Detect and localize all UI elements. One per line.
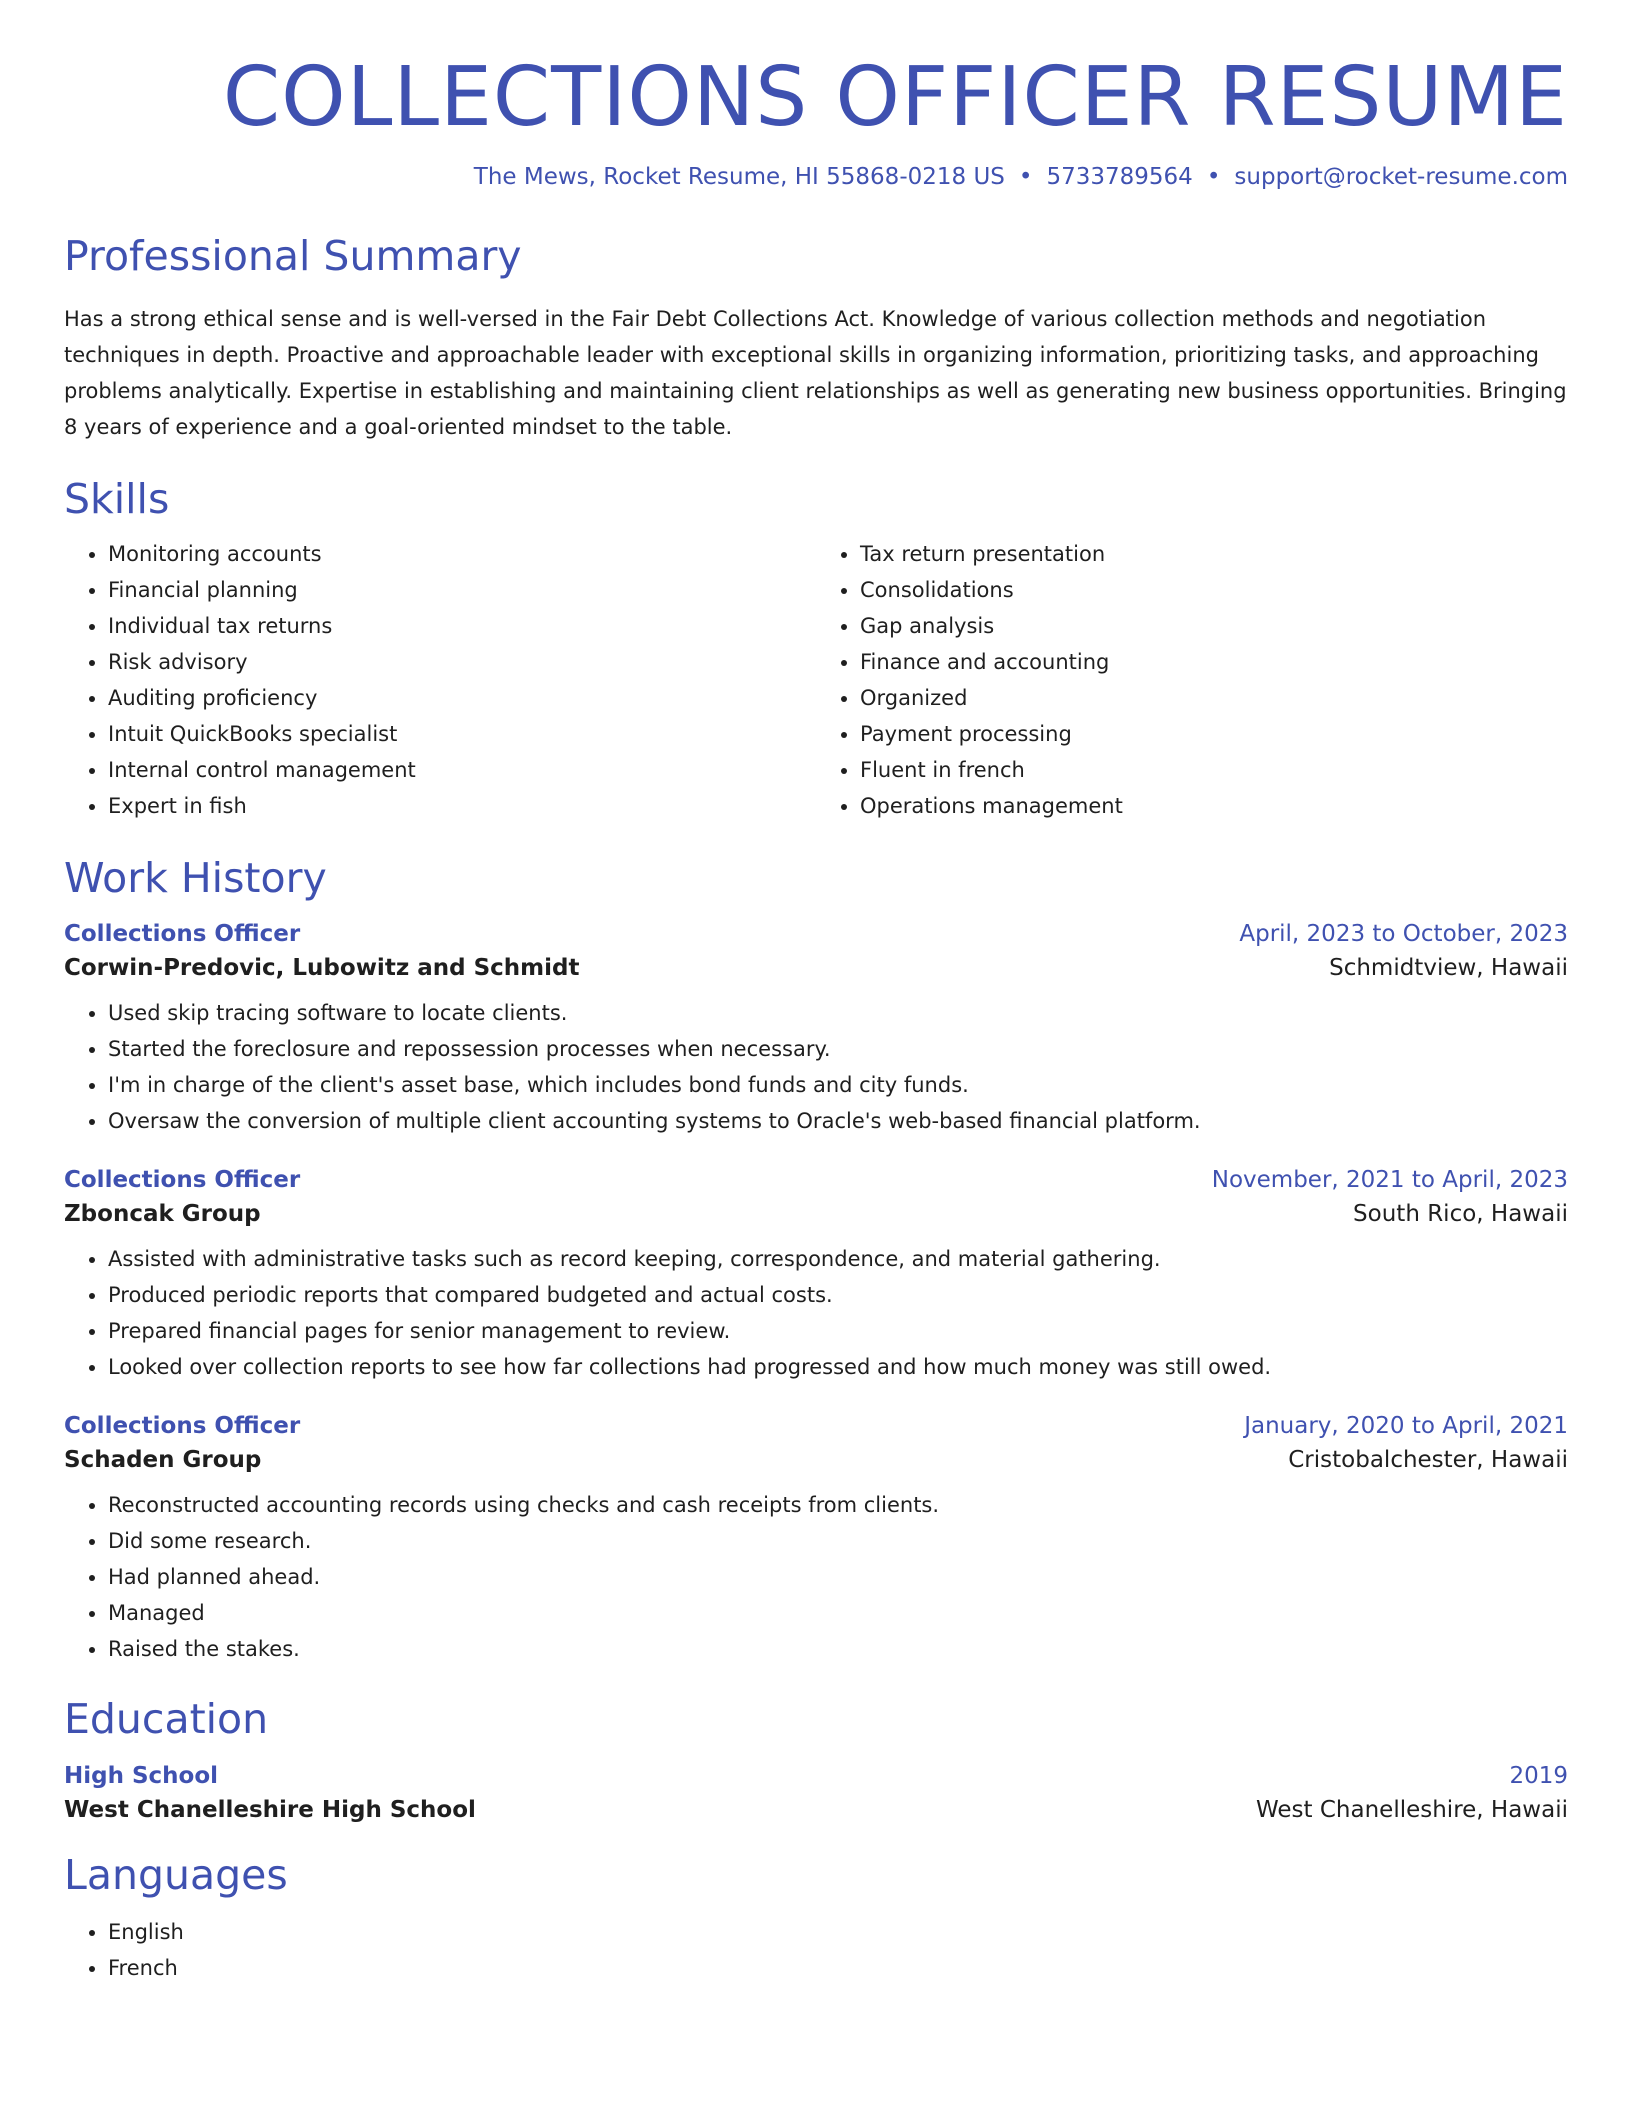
job-company: Zboncak Group xyxy=(64,1201,261,1228)
skills-list-right xyxy=(816,536,1568,824)
education-entry xyxy=(64,1763,1568,1823)
job-dates: January, 2020 to April, 2021 xyxy=(1244,1413,1568,1440)
skills-list-left xyxy=(64,536,816,824)
list-item: • English xyxy=(108,1914,1568,1950)
list-item: • I'm in charge of the client's asset base, which includes bond funds and city funds. xyxy=(108,1067,1568,1103)
education-degree: High School xyxy=(64,1762,219,1789)
list-item: • Internal control management xyxy=(108,752,816,788)
job-role: Collections Officer xyxy=(64,921,301,948)
separator-dot: • xyxy=(1206,163,1221,190)
list-item: • Managed xyxy=(108,1595,1568,1631)
list-item: • Used skip tracing software to locate clients. xyxy=(108,995,1568,1031)
list-item: • Assisted with administrative tasks such as record keeping, correspondence, and material gathering. xyxy=(108,1241,1568,1277)
list-item: • Individual tax returns xyxy=(108,608,816,644)
list-item: • Tax return presentation xyxy=(860,536,1568,572)
list-item: • Finance and accounting xyxy=(860,644,1568,680)
list-item: • Consolidations xyxy=(860,572,1568,608)
list-item: • Did some research. xyxy=(108,1523,1568,1559)
list-item: • Prepared financial pages for senior management to review. xyxy=(108,1313,1568,1349)
job-location: Schmidtview, Hawaii xyxy=(1329,955,1568,982)
list-item: • Raised the stakes. xyxy=(108,1631,1568,1667)
job-role: Collections Officer xyxy=(64,1167,301,1194)
list-item: • Gap analysis xyxy=(860,608,1568,644)
job-role: Collections Officer xyxy=(64,1413,301,1440)
list-item: • Looked over collection reports to see how far collections had progressed and how much money was still owed. xyxy=(108,1349,1568,1385)
list-item: • French xyxy=(108,1950,1568,1986)
list-item: • Oversaw the conversion of multiple client accounting systems to Oracle's web-based financial platform. xyxy=(108,1103,1568,1139)
job-bullets xyxy=(64,1241,1568,1385)
education-school: West Chanelleshire High School xyxy=(64,1796,476,1823)
languages-heading: Languages xyxy=(64,1850,288,1899)
list-item: • Had planned ahead. xyxy=(108,1559,1568,1595)
job-dates: April, 2023 to October, 2023 xyxy=(1239,921,1568,948)
job-bullets xyxy=(64,1487,1568,1667)
list-item: • Financial planning xyxy=(108,572,816,608)
education-heading: Education xyxy=(64,1695,269,1744)
address-text: The Mews, Rocket Resume, HI 55868-0218 US xyxy=(473,163,1005,190)
education-location: West Chanelleshire, Hawaii xyxy=(1256,1796,1568,1823)
job-bullets xyxy=(64,995,1568,1139)
email-link[interactable]: support@rocket-resume.com xyxy=(1234,163,1568,190)
list-item: • Produced periodic reports that compared budgeted and actual costs. xyxy=(108,1277,1568,1313)
languages-list xyxy=(64,1914,1568,1986)
phone-text: 5733789564 xyxy=(1046,163,1193,190)
list-item: • Organized xyxy=(860,680,1568,716)
resume-title: COLLECTIONS OFFICER RESUME xyxy=(222,50,1568,145)
job-company: Corwin-Predovic, Lubowitz and Schmidt xyxy=(64,955,580,982)
skills-heading: Skills xyxy=(64,475,170,524)
job-entry xyxy=(64,1167,1568,1385)
list-item: • Payment processing xyxy=(860,716,1568,752)
separator-dot: • xyxy=(1018,163,1033,190)
list-item: • Fluent in french xyxy=(860,752,1568,788)
list-item: • Reconstructed accounting records using checks and cash receipts from clients. xyxy=(108,1487,1568,1523)
education-year: 2019 xyxy=(1509,1762,1568,1789)
summary-text: Has a strong ethical sense and is well-versed in the Fair Debt Collections Act. Knowledge of various collection methods and negotiation techniques in depth. Proactive and approachable leader with exceptional skills in organizing information, prioritizing tasks, and approaching problems analytically. Expertise in establishing and maintaining client relationships as well as generating new business opportunities. Bringing 8 years of experience and a goal-oriented mindset to the table. xyxy=(64,307,1567,440)
list-item: • Expert in fish xyxy=(108,788,816,824)
summary-heading: Professional Summary xyxy=(64,231,522,280)
job-location: South Rico, Hawaii xyxy=(1353,1201,1568,1228)
list-item: • Monitoring accounts xyxy=(108,536,816,572)
job-dates: November, 2021 to April, 2023 xyxy=(1211,1167,1568,1194)
work-history-heading: Work History xyxy=(64,854,327,903)
list-item: • Intuit QuickBooks specialist xyxy=(108,716,816,752)
list-item: • Operations management xyxy=(860,788,1568,824)
list-item: • Started the foreclosure and repossession processes when necessary. xyxy=(108,1031,1568,1067)
list-item: • Risk advisory xyxy=(108,644,816,680)
list-item: • Auditing proficiency xyxy=(108,680,816,716)
job-company: Schaden Group xyxy=(64,1447,262,1474)
job-location: Cristobalchester, Hawaii xyxy=(1288,1447,1568,1474)
job-entry xyxy=(64,1413,1568,1667)
contact-line xyxy=(64,164,1568,190)
skills-grid xyxy=(64,536,1568,824)
job-entry xyxy=(64,921,1568,1139)
